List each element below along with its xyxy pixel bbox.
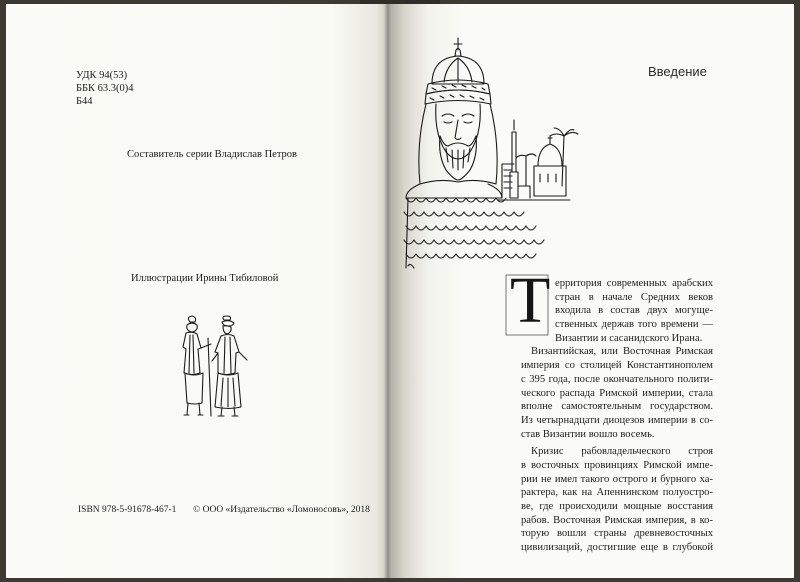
text-line: вполне самостоятельным государством. [521,401,713,413]
text-line: Византийская, или Восточная Римская [531,346,713,358]
text-line: ерритория современных арабских [555,278,713,289]
turbaned-man-illustration [398,36,578,276]
copyright-notice: © ООО «Издательство «Ломоносовъ», 2018 [193,505,370,515]
text-line: Византии и сасанидского Ирана. [555,332,703,344]
text-line: рактера, как на Апеннинском полуостро- [521,487,713,499]
isbn: ISBN 978-5-91678-467-1 [78,505,177,515]
text-line: став Византии вошло восемь. [521,428,655,440]
text-line: цивилизаций, достигшие еще в глубокой [521,542,713,554]
illustrations-credit: Иллюстрации Ирины Тибиловой [131,273,279,284]
text-line: рии не имел такого острого и бурного ха- [521,473,713,485]
text-line: Кризис рабовладельческого строя [531,446,713,458]
text-line: в восточных провинциях Римской импе- [521,459,713,471]
book-gutter [384,4,392,578]
udc-code: УДК 94(53) [76,70,128,81]
text-line: рабов. Восточная Римская империя, в ко- [521,514,713,526]
drop-cap-letter: Т [510,264,551,337]
two-figures-illustration [168,316,258,426]
text-line: ческого распада Римской империи, стала [521,387,713,399]
text-line: ве, где происходили мощные восстания [521,501,713,512]
text-line: Из четырнадцати диоцезов империи в со- [521,414,713,426]
text-line: империя со столицей Константинополем [521,360,713,372]
section-title: Введение [648,64,707,79]
text-line: стран в начале Средних веков [555,291,713,303]
text-line: с 395 года, после окончательного полити- [521,373,713,385]
text-line: ственных держав того времени — [555,319,713,331]
intro-paragraphs [521,277,713,555]
text-line: торую вошли страны древневосточных [521,528,713,540]
author-mark: Б44 [76,96,93,107]
bbk-code: ББК 63.3(0)4 [76,83,134,94]
left-page [6,4,388,578]
biblio-codes [76,69,134,108]
series-compiler: Составитель серии Владислав Петров [127,149,298,160]
text-line: входила в состав двух могуще- [555,305,713,317]
